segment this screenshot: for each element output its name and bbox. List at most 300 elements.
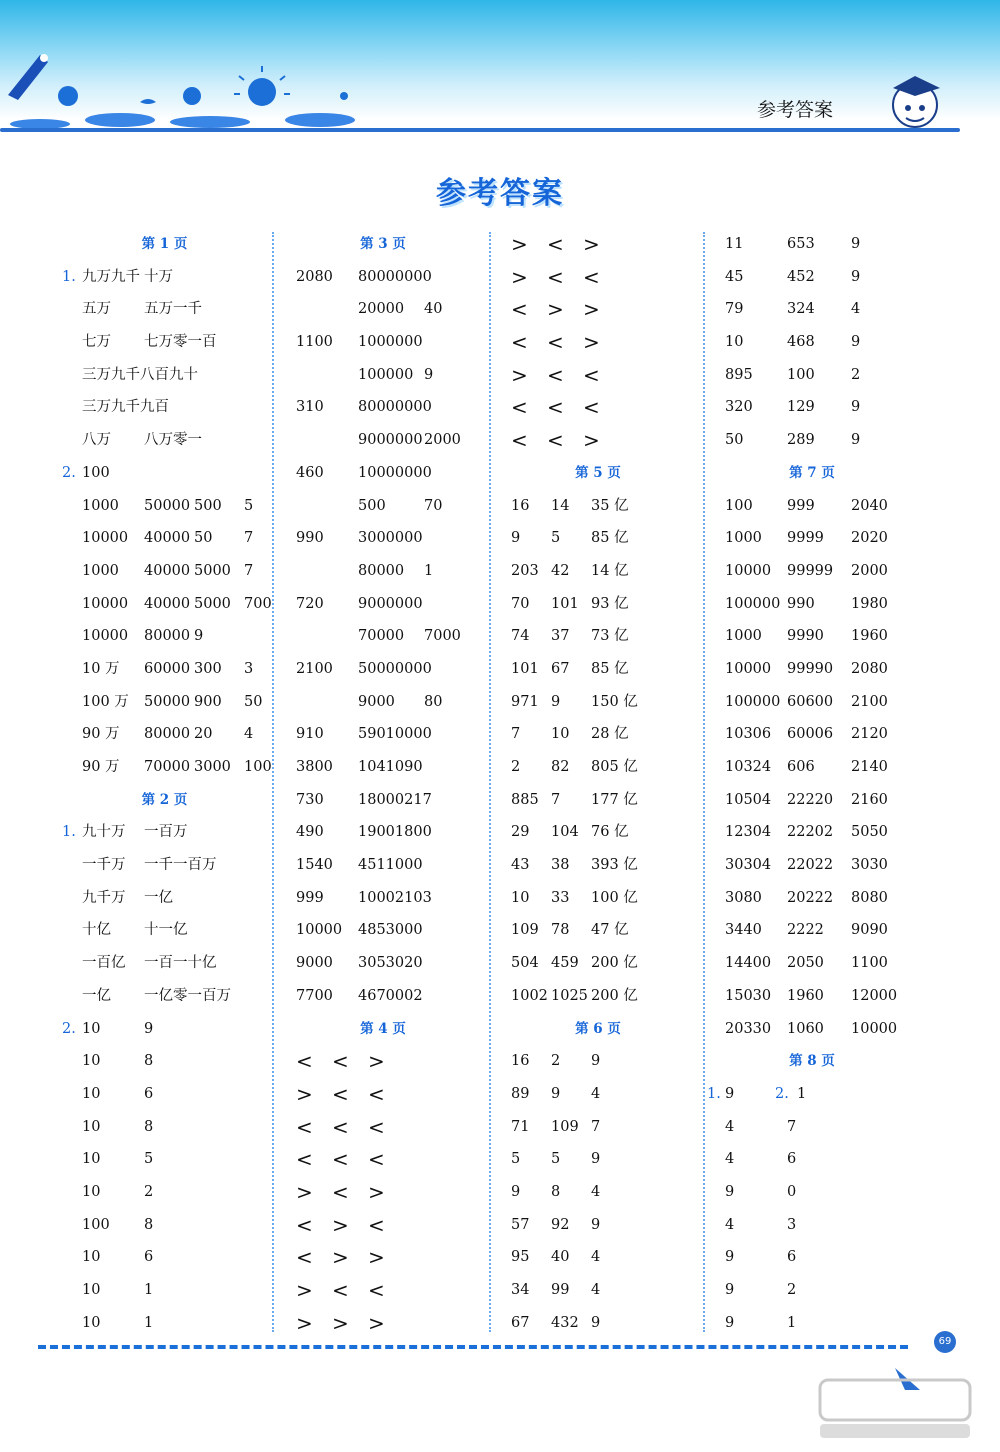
answer-row [288,914,478,947]
answer-cell: 10 [82,1085,101,1102]
comparison-symbol: < [296,1114,313,1139]
answer-cell: 4511000 [358,857,423,874]
answer-cell: 203 [511,562,539,579]
answer-cell: 9 [591,1216,601,1233]
answer-cell: 4 [591,1183,601,1200]
answer-cell: 1000 [725,628,762,645]
answer-row [288,588,478,621]
question-number: 1. [62,268,76,285]
answer-row [62,261,267,294]
column-separator [489,232,491,1332]
answer-cell: 19001800 [358,824,432,841]
page-heading: 第 6 页 [575,1020,621,1037]
answer-cell: 2000 [424,432,461,449]
comparison-symbol: > [547,297,564,322]
answer-cell: 10 [82,1282,101,1298]
answer-cell: 2160 [851,791,888,808]
answer-cell: 8 [144,1053,154,1070]
answer-row [288,1143,478,1176]
answer-row [503,914,693,947]
comparison-symbol: > [511,264,528,289]
answer-cell: 7 [591,1118,601,1135]
comparison-symbol: < [368,1278,385,1302]
answer-cell: 37 [551,628,570,645]
answer-cell: 11 [725,236,744,252]
answer-cell: 5 [551,1151,561,1168]
answer-cell: 8 [144,1216,154,1233]
answer-row [288,1045,478,1078]
answer-row [288,751,478,784]
answer-cell: 4 [591,1249,601,1266]
answer-cell: 200 亿 [591,955,638,972]
answer-cell: 一千一百万 [144,857,217,874]
answer-cell: 10000 [851,1020,898,1037]
answer-cell: 1960 [787,987,824,1004]
answer-cell: 9000 [296,955,333,972]
answer-cell: 900 [194,693,222,710]
comparison-symbol: > [368,1049,385,1074]
footer-dashed-line [38,1345,908,1349]
answer-cell: 42 [551,562,570,579]
answer-row [503,816,693,849]
answer-row [288,424,478,457]
page-number: 69 [934,1331,956,1353]
answer-row [62,718,267,751]
answer-cell: 1025 [551,987,588,1004]
answer-cell: 500 [194,497,222,514]
answer-cell: 80000 [358,562,405,579]
answer-cell: 9 [851,399,861,416]
answer-column-3 [503,228,693,1339]
answer-cell: 22022 [787,857,834,874]
comparison-symbol: > [511,232,528,256]
comparison-symbol: < [511,297,528,322]
answer-cell: 九十万 [82,824,126,841]
answer-cell: 9999 [787,530,824,547]
answer-row [503,261,693,294]
comparison-symbol: > [583,330,600,355]
answer-row [717,522,907,555]
answer-cell: 7700 [296,987,333,1004]
comparison-symbol: < [332,1114,349,1139]
answer-cell: 五万 [82,301,111,318]
answer-cell: 9 [725,1183,735,1200]
answer-cell: 1000 [82,497,119,514]
answer-cell: 九千万 [82,889,126,906]
comparison-symbol: < [547,264,564,289]
answer-cell: 34 [511,1282,530,1298]
answer-cell: 5 [244,497,254,514]
answer-cell: 104 [551,824,579,841]
answer-cell: 4 [851,301,861,318]
answer-cell: 109 [551,1118,579,1135]
answer-row [62,653,267,686]
answer-cell: 3 [244,660,254,677]
answer-cell: 2100 [296,660,333,677]
answer-cell: 9 [194,628,204,645]
header-label: 参考答案 [757,99,834,121]
answer-cell: 7 [244,562,254,579]
answer-cell: 460 [296,464,324,481]
page-heading: 第 1 页 [141,236,188,252]
answer-row [503,293,693,326]
answer-row [503,424,693,457]
answer-row [717,1111,907,1144]
answer-row [503,1078,693,1111]
comparison-symbol: < [511,395,528,420]
comparison-symbol: > [332,1212,349,1237]
answer-cell: 80000 [144,628,191,645]
answer-row [503,1241,693,1274]
answer-row [717,228,907,261]
answer-cell: 9 [725,1085,735,1102]
answer-cell: 7 [787,1118,797,1135]
answer-cell: 38 [551,857,570,874]
answer-cell: 92 [551,1216,570,1233]
answer-cell: 79 [725,301,744,318]
answer-row [288,1176,478,1209]
answer-cell: 45 [725,268,744,285]
answer-row [288,882,478,915]
answer-cell: 10 [82,1249,101,1266]
answer-cell: 100 万 [82,693,129,710]
answer-cell: 76 亿 [591,824,629,841]
answer-row [503,1274,693,1307]
answer-cell: 28 亿 [591,726,629,743]
column-separator [272,232,274,1332]
answer-cell: 320 [725,399,753,416]
answer-row [717,555,907,588]
comparison-symbol: < [296,1049,313,1074]
answer-cell: 95 [511,1249,530,1266]
answer-cell: 九万九千 [82,268,140,285]
answer-row [503,326,693,359]
answer-row [717,1241,907,1274]
answer-row [503,228,693,261]
answer-row [62,816,267,849]
answer-cell: 十亿 [82,922,111,939]
answer-cell: 3000 [194,759,231,775]
answer-cell: 2100 [851,693,888,710]
answer-row [62,686,267,719]
answer-cell: 82 [551,759,570,775]
answer-row [62,1274,267,1307]
answer-cell: 40 [551,1249,570,1266]
answer-row [503,555,693,588]
header-divider [0,128,960,132]
answer-cell: 300 [194,660,222,677]
answer-cell: 1000 [725,530,762,547]
answer-row [62,751,272,784]
answer-cell: 50000000 [358,660,432,677]
comparison-symbol: < [583,395,600,420]
answer-cell: 4 [725,1151,735,1168]
answer-cell: 12304 [725,824,772,841]
answer-cell: 85 亿 [591,530,629,547]
answer-row [717,588,907,621]
answer-cell: 9 [591,1314,601,1331]
answer-cell: 1060 [787,1020,824,1037]
answer-cell: 1100 [851,955,888,972]
answer-cell: 50 [194,530,213,547]
answer-cell: 3800 [296,759,333,775]
answer-cell: 0 [787,1183,797,1200]
answer-row [717,620,907,653]
answer-row [503,686,693,719]
comparison-symbol: < [332,1049,349,1074]
answer-row [288,293,478,326]
answer-row [503,490,693,523]
answer-cell: 八万零一 [144,432,202,449]
answer-cell: 2050 [787,955,824,972]
answer-cell: 6 [144,1085,154,1102]
answer-cell: 47 亿 [591,922,629,939]
answer-cell: 2040 [851,497,888,514]
answer-cell: 20000 [358,301,405,318]
answer-row [503,1209,693,1242]
comparison-symbol: < [296,1245,313,1270]
answer-cell: 80 [424,693,443,710]
answer-row [62,947,267,980]
answer-row [288,1274,478,1307]
answer-cell: 4670002 [358,987,423,1004]
answer-cell: 10 [82,1183,101,1200]
answer-cell: 885 [511,791,539,808]
answer-cell: 一百万 [144,824,188,841]
answer-cell: 80000 [144,726,191,743]
answer-cell: 10000 [296,922,343,939]
answer-cell: 10504 [725,791,772,808]
answer-cell: 3053020 [358,955,423,972]
answer-cell: 14 亿 [591,562,629,579]
comparison-symbol: < [296,1147,313,1172]
answer-cell: 3000000 [358,530,423,547]
answer-row [62,1143,267,1176]
answer-cell: 20330 [725,1020,772,1037]
answer-cell: 100000 [725,693,781,710]
comparison-symbol: < [296,1212,313,1237]
answer-cell: 50 [725,432,744,449]
answer-cell: 10 [82,1020,101,1037]
answer-row [503,359,693,392]
answer-row [288,718,478,751]
answer-cell: 14 [551,497,570,514]
answer-row [717,293,907,326]
answer-row [717,391,907,424]
answer-cell: 1 [797,1085,807,1102]
answer-cell: 500 [358,497,386,514]
answer-row [717,914,907,947]
comparison-symbol: < [368,1147,385,1172]
page-heading: 第 4 页 [360,1020,406,1037]
answer-row [717,326,907,359]
comparison-symbol: < [583,362,600,387]
answer-row [503,718,693,751]
answer-cell: 12000 [851,987,898,1004]
answer-column-1 [62,228,272,1339]
answer-cell: 971 [511,693,539,710]
answer-cell: 1540 [296,857,333,874]
answer-row [503,391,693,424]
answer-cell: 177 亿 [591,791,638,808]
answer-cell: 8 [551,1183,561,1200]
answer-cell: 20222 [787,889,834,906]
answer-cell: 10002103 [358,889,432,906]
answer-cell: 9 [725,1314,735,1331]
question-number: 2. [775,1085,789,1102]
answer-cell: 289 [787,432,815,449]
answer-row [288,849,478,882]
answer-cell: 490 [296,824,324,841]
answer-cell: 七万零一百 [144,334,217,351]
answer-cell: 459 [551,955,579,972]
answer-cell: 1960 [851,628,888,645]
answer-cell: 8 [144,1118,154,1135]
comparison-symbol: < [547,395,564,420]
answer-cell: 80000000 [358,399,432,416]
comparison-symbol: > [296,1081,313,1106]
answer-cell: 85 亿 [591,660,629,677]
answer-cell: 1980 [851,595,888,612]
comparison-symbol: > [296,1179,313,1204]
answer-cell: 70000 [358,628,405,645]
answer-row [288,490,478,523]
answer-cell: 100 [82,1216,110,1233]
answer-row [62,980,267,1013]
answer-cell: 4 [591,1085,601,1102]
answer-cell: 50000 [144,497,191,514]
answer-cell: 6 [787,1249,797,1266]
answer-cell: 十万 [144,268,173,285]
page-title: 参考答案 [436,176,564,211]
answer-cell: 10324 [725,759,772,775]
answer-row [62,391,267,424]
answer-cell: 2 [144,1183,154,1200]
answer-cell: 9 [851,432,861,449]
answer-cell: 5 [511,1151,521,1168]
answer-row [503,1045,693,1078]
answer-cell: 999 [296,889,324,906]
answer-cell: 1041090 [358,759,423,775]
answer-row [288,1209,478,1242]
answer-row [62,1013,267,1046]
answer-row [288,1241,478,1274]
answer-cell: 80000000 [358,268,432,285]
page-heading: 第 2 页 [141,791,188,808]
answer-cell: 1 [787,1314,797,1331]
answer-row [503,980,693,1013]
answer-row [288,326,478,359]
answer-row [62,522,267,555]
answer-cell: 一亿 [82,987,111,1004]
answer-row [717,816,907,849]
answer-cell: 805 亿 [591,759,638,775]
answer-row [503,1143,693,1176]
comparison-symbol: < [368,1114,385,1139]
answer-cell: 4 [725,1118,735,1135]
answer-cell: 2080 [296,268,333,285]
answer-column-2 [288,228,478,1339]
answer-cell: 9 [851,236,861,252]
answer-cell: 67 [511,1314,530,1331]
answer-cell: 9000 [358,693,395,710]
answer-cell: 14400 [725,955,772,972]
answer-cell: 9 [591,1053,601,1070]
answer-row [288,947,478,980]
answer-cell: 16 [511,1053,530,1070]
answer-cell: 一百一十亿 [144,955,217,972]
answer-cell: 60600 [787,693,834,710]
answer-cell: 7 [511,726,521,743]
answer-cell: 1000 [82,562,119,579]
answer-row [717,424,907,457]
answer-cell: 71 [511,1118,530,1135]
answer-cell: 10 [82,1151,101,1168]
answer-cell: 100 [244,759,272,775]
answer-row [717,1013,907,1046]
answer-cell: 2140 [851,759,888,775]
answer-row [288,457,478,490]
answer-cell: 40000 [144,562,191,579]
answer-row [503,653,693,686]
answer-cell: 1 [424,562,434,579]
answer-cell: 99990 [787,660,834,677]
answer-row [62,326,267,359]
answer-cell: 10000 [82,628,129,645]
answer-cell: 3440 [725,922,762,939]
answer-cell: 653 [787,236,815,252]
answer-cell: 10 [511,889,530,906]
answer-cell: 7 [551,791,561,808]
comparison-symbol: > [296,1278,313,1302]
answer-cell: 22220 [787,791,834,808]
answer-cell: 1002 [511,987,548,1004]
answer-cell: 70000 [144,759,191,775]
answer-cell: 9000000 [358,595,423,612]
answer-cell: 99999 [787,562,834,579]
answer-cell: 三万九千八百九十 [82,366,198,383]
answer-row [288,1307,478,1340]
answer-cell: 1000000 [358,334,423,351]
answer-row [503,849,693,882]
answer-row [62,1241,267,1274]
answer-cell: 9 [725,1282,735,1298]
answer-cell: 1100 [296,334,333,351]
answer-cell: 504 [511,955,539,972]
answer-cell: 7000 [424,628,461,645]
header-sky-banner [0,0,1000,120]
answer-cell: 6 [787,1151,797,1168]
comparison-symbol: < [547,232,564,256]
answer-row [62,555,267,588]
answer-row [288,1111,478,1144]
answer-cell: 730 [296,791,324,808]
answer-cell: 八万 [82,432,111,449]
watermark-logo-icon [800,1360,990,1445]
answer-row [503,1176,693,1209]
cloud-strip-icon [0,110,1000,138]
answer-cell: 3030 [851,857,888,874]
answer-cell: 4 [244,726,254,743]
answer-cell: 16 [511,497,530,514]
comparison-symbol: < [547,362,564,387]
comparison-symbol: < [583,264,600,289]
answer-row [288,980,478,1013]
answer-cell: 4 [591,1282,601,1298]
answer-cell: 452 [787,268,815,285]
answer-row [62,293,267,326]
answer-row [62,359,267,392]
